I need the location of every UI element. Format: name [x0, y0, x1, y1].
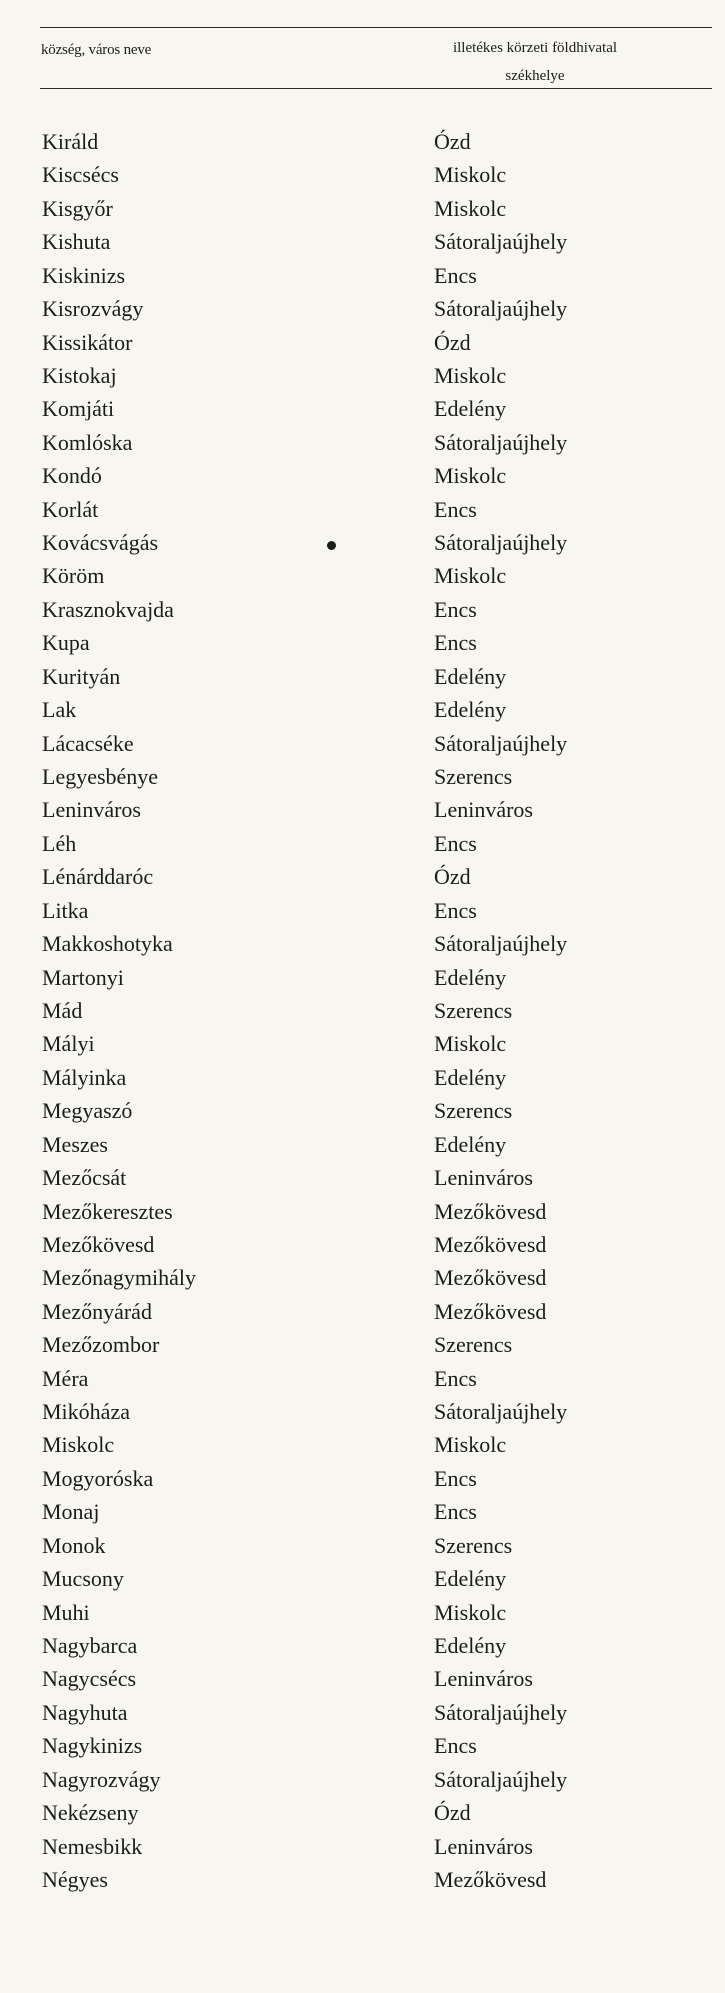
table-row [0, 760, 725, 793]
land-office-seat: Edelény [434, 1064, 507, 1090]
table-row [0, 1295, 725, 1328]
municipality-name: Köröm [42, 563, 105, 589]
municipality-name: Nagyhuta [42, 1699, 128, 1725]
land-office-seat: Sátoraljaújhely [434, 296, 568, 322]
table-row [0, 493, 725, 526]
table-row [0, 1195, 725, 1228]
land-office-seat: Szerencs [434, 764, 513, 790]
table-row [0, 1629, 725, 1662]
table-row [0, 626, 725, 659]
table-row [0, 459, 725, 492]
municipality-name: Megyaszó [42, 1098, 133, 1124]
municipality-name: Lak [42, 697, 77, 723]
municipality-name: Kupa [42, 630, 90, 656]
municipality-name: Mikóháza [42, 1399, 130, 1425]
municipality-name: Monok [42, 1532, 106, 1558]
table-row [0, 660, 725, 693]
municipality-name: Kurityán [42, 663, 121, 689]
land-office-seat: Ózd [434, 864, 471, 890]
land-office-seat: Sátoraljaújhely [434, 429, 568, 455]
municipality-name: Kistokaj [42, 362, 117, 388]
municipality-name: Négyes [42, 1866, 108, 1892]
municipality-name: Komlóska [42, 429, 133, 455]
municipality-name: Makkoshotyka [42, 931, 173, 957]
table-row [0, 559, 725, 592]
table-row [0, 1596, 725, 1629]
column-header-land-office-line2: székhelye [505, 68, 565, 84]
column-header-land-office-line1: illetékes körzeti földhivatal [452, 40, 618, 56]
land-office-seat: Encs [434, 496, 477, 522]
land-office-seat: Szerencs [434, 997, 513, 1023]
municipality-name: Lácacséke [42, 730, 134, 756]
land-office-seat: Edelény [434, 1566, 507, 1592]
land-office-seat: Mezőkövesd [434, 1198, 547, 1224]
table-row [0, 994, 725, 1027]
land-office-seat: Sátoraljaújhely [434, 730, 568, 756]
land-office-seat: Encs [434, 1365, 477, 1391]
municipality-name: Mezőkeresztes [42, 1198, 173, 1224]
land-office-seat: Ózd [434, 1800, 471, 1826]
land-office-seat: Edelény [434, 396, 507, 422]
municipality-name: Mezőkövesd [42, 1231, 155, 1257]
table-row [0, 927, 725, 960]
land-office-seat: Sátoraljaújhely [434, 931, 568, 957]
municipality-name: Méra [42, 1365, 89, 1391]
table-row [0, 192, 725, 225]
municipality-name: Kissikátor [42, 329, 133, 355]
table-row [0, 1027, 725, 1060]
table-row [0, 292, 725, 325]
table-row [0, 1830, 725, 1863]
land-office-seat: Leninváros [434, 797, 533, 823]
land-office-seat: Encs [434, 1499, 477, 1525]
land-office-seat: Szerencs [434, 1098, 513, 1124]
column-header-land-office [375, 34, 695, 90]
land-office-seat: Szerencs [434, 1532, 513, 1558]
land-office-seat: Mezőkövesd [434, 1265, 547, 1291]
land-office-seat: Encs [434, 262, 477, 288]
column-header-municipality: község, város neve [41, 42, 152, 58]
municipality-name: Lénárddaróc [42, 864, 154, 890]
municipality-name: Mezőnagymihály [42, 1265, 196, 1291]
land-office-seat: Encs [434, 630, 477, 656]
table-row [0, 326, 725, 359]
municipality-name: Korlát [42, 496, 99, 522]
land-office-seat: Miskolc [434, 162, 507, 188]
land-office-seat: Sátoraljaújhely [434, 1399, 568, 1425]
municipality-name: Mályi [42, 1031, 95, 1057]
table-row [0, 1529, 725, 1562]
table-row [0, 1362, 725, 1395]
municipality-name: Kondó [42, 463, 102, 489]
municipality-name: Kovácsvágás [42, 530, 159, 556]
table-row [0, 727, 725, 760]
municipality-name: Monaj [42, 1499, 100, 1525]
municipality-name: Mezőzombor [42, 1332, 160, 1358]
table-row [0, 1261, 725, 1294]
municipality-name: Leninváros [42, 797, 141, 823]
municipality-name: Legyesbénye [42, 764, 159, 790]
municipality-name: Kisgyőr [42, 195, 113, 221]
table-row [0, 1495, 725, 1528]
land-office-seat: Mezőkövesd [434, 1231, 547, 1257]
land-office-seat: Sátoraljaújhely [434, 1699, 568, 1725]
table-row [0, 1128, 725, 1161]
municipality-name: Léh [42, 830, 77, 856]
municipality-name: Királd [42, 129, 99, 154]
land-office-seat: Edelény [434, 1632, 507, 1658]
table-row [0, 1796, 725, 1829]
land-office-seat: Miskolc [434, 1599, 507, 1625]
table-row [0, 158, 725, 191]
table-body [0, 125, 725, 1896]
municipality-name: Krasznokvajda [42, 596, 174, 622]
land-office-seat: Edelény [434, 697, 507, 723]
table-row [0, 827, 725, 860]
land-office-seat: Leninváros [434, 1165, 533, 1191]
municipality-name: Mogyoróska [42, 1465, 154, 1491]
land-office-seat: Mezőkövesd [434, 1866, 547, 1892]
land-office-seat: Sátoraljaújhely [434, 229, 568, 255]
municipality-name: Meszes [42, 1131, 108, 1157]
table-row [0, 1061, 725, 1094]
table-row [0, 1763, 725, 1796]
land-office-seat: Miskolc [434, 1432, 507, 1458]
land-office-seat: Leninváros [434, 1833, 533, 1859]
municipality-name: Mezőcsát [42, 1165, 127, 1191]
municipality-name: Nagybarca [42, 1632, 138, 1658]
land-office-seat: Edelény [434, 663, 507, 689]
table-row [0, 1696, 725, 1729]
table-row [0, 593, 725, 626]
land-office-seat: Encs [434, 897, 477, 923]
municipality-name: Nagyrozvágy [42, 1766, 161, 1792]
municipality-name: Miskolc [42, 1432, 115, 1458]
table-row [0, 259, 725, 292]
table-row [0, 526, 725, 559]
table-row [0, 1094, 725, 1127]
land-office-seat: Leninváros [434, 1666, 533, 1692]
table-row [0, 1562, 725, 1595]
land-office-seat: Miskolc [434, 362, 507, 388]
land-office-seat: Mezőkövesd [434, 1298, 547, 1324]
municipality-name: Komjáti [42, 396, 115, 422]
table-row [0, 1662, 725, 1695]
municipality-name: Martonyi [42, 964, 124, 990]
table-row [0, 860, 725, 893]
land-office-seat: Szerencs [434, 1332, 513, 1358]
land-office-seat: Miskolc [434, 195, 507, 221]
table-row [0, 359, 725, 392]
municipality-name: Nagykinizs [42, 1733, 143, 1759]
municipality-name: Mád [42, 997, 83, 1023]
municipality-name: Litka [42, 897, 89, 923]
header-top-rule [40, 27, 712, 28]
table-row [0, 1161, 725, 1194]
land-office-seat: Sátoraljaújhely [434, 1766, 568, 1792]
land-office-seat: Miskolc [434, 463, 507, 489]
municipality-name: Nekézseny [42, 1800, 139, 1826]
land-office-seat: Encs [434, 596, 477, 622]
table-row [0, 225, 725, 258]
table-row [0, 793, 725, 826]
land-office-seat: Encs [434, 1465, 477, 1491]
table-row [0, 1428, 725, 1461]
table-row [0, 1729, 725, 1762]
table-row [0, 1228, 725, 1261]
land-office-seat: Miskolc [434, 563, 507, 589]
municipality-name: Nemesbikk [42, 1833, 143, 1859]
land-office-seat: Ózd [434, 329, 471, 355]
table-row [0, 426, 725, 459]
land-office-seat: Sátoraljaújhely [434, 530, 568, 556]
table-row [0, 1328, 725, 1361]
bullet-mark [327, 541, 336, 550]
land-office-seat: Ózd [434, 129, 471, 154]
municipality-name: Kiskinizs [42, 262, 126, 288]
municipality-name: Muhi [42, 1599, 90, 1625]
municipality-name: Nagycsécs [42, 1666, 137, 1692]
municipality-name: Kiscsécs [42, 162, 119, 188]
header-bottom-rule [40, 88, 712, 89]
table-row [0, 693, 725, 726]
table-row [0, 125, 725, 158]
table-row [0, 1395, 725, 1428]
municipality-name: Mucsony [42, 1566, 124, 1592]
table-row [0, 894, 725, 927]
land-office-seat: Encs [434, 1733, 477, 1759]
table-row [0, 1462, 725, 1495]
land-office-seat: Miskolc [434, 1031, 507, 1057]
table-row [0, 961, 725, 994]
municipality-name: Kishuta [42, 229, 111, 255]
municipality-name: Kisrozvágy [42, 296, 144, 322]
municipality-name: Mályinka [42, 1064, 127, 1090]
table-row [0, 392, 725, 425]
table-row [0, 1863, 725, 1896]
land-office-seat: Encs [434, 830, 477, 856]
municipality-name: Mezőnyárád [42, 1298, 152, 1324]
land-office-seat: Edelény [434, 1131, 507, 1157]
land-office-seat: Edelény [434, 964, 507, 990]
